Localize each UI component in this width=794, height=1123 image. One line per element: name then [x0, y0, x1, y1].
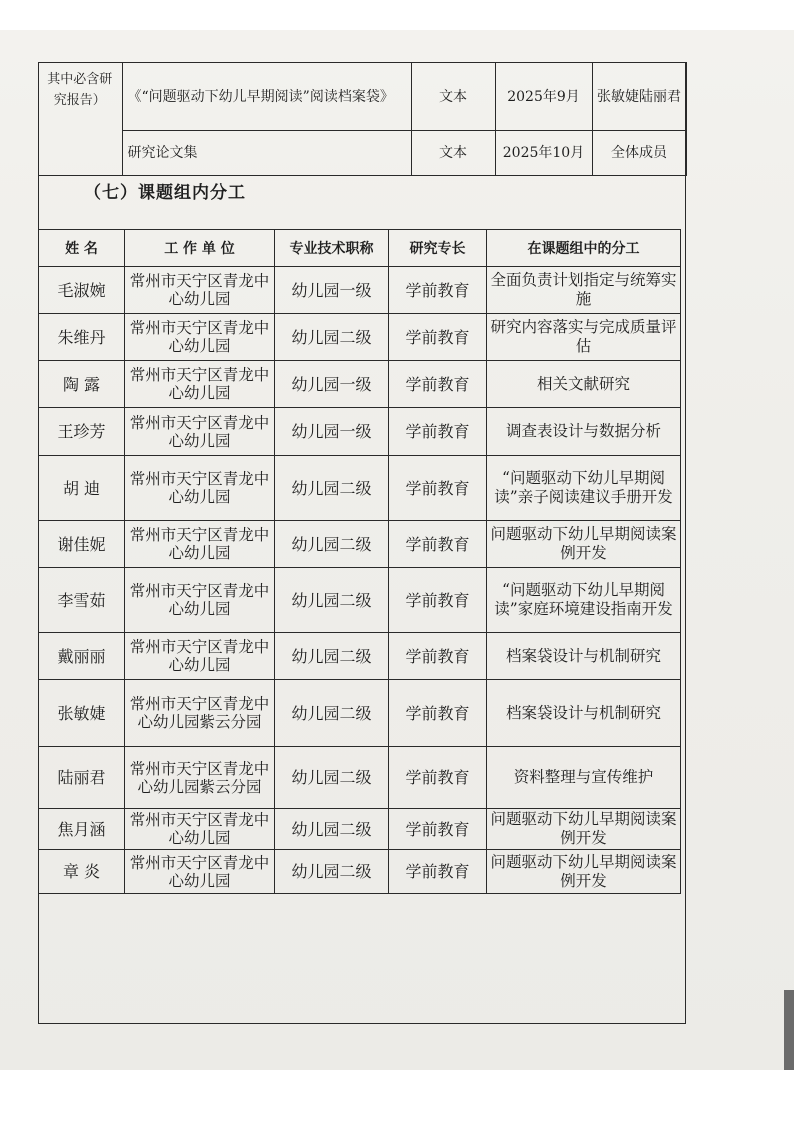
member-specialty: 学前教育: [389, 680, 487, 747]
member-specialty: 学前教育: [389, 267, 487, 314]
member-row: [39, 747, 681, 809]
member-duty: 研究内容落实与完成质量评估: [487, 314, 681, 361]
member-row: [39, 361, 681, 408]
member-row: [39, 521, 681, 568]
member-row: [39, 850, 681, 894]
member-row: [39, 456, 681, 521]
member-name: 毛淑婉: [39, 267, 125, 314]
member-name: 李雪茹: [39, 568, 125, 633]
member-duty: 档案袋设计与机制研究: [487, 633, 681, 680]
member-unit: 常州市天宁区青龙中心幼儿园: [125, 850, 275, 894]
member-unit: 常州市天宁区青龙中心幼儿园: [125, 314, 275, 361]
member-specialty: 学前教育: [389, 408, 487, 456]
outcome-row: [38, 63, 686, 131]
member-row: [39, 314, 681, 361]
outcome-date: 2025年9月: [495, 63, 592, 131]
member-title: 幼儿园二级: [275, 680, 389, 747]
member-title: 幼儿园二级: [275, 456, 389, 521]
member-specialty: 学前教育: [389, 850, 487, 894]
member-specialty: 学前教育: [389, 456, 487, 521]
member-unit: 常州市天宁区青龙中心幼儿园: [125, 568, 275, 633]
member-row: [39, 680, 681, 747]
outcome-date: 2025年10月: [495, 131, 592, 176]
member-unit: 常州市天宁区青龙中心幼儿园: [125, 361, 275, 408]
member-specialty: 学前教育: [389, 314, 487, 361]
header-unit: 工 作 单 位: [125, 230, 275, 267]
member-duty: 问题驱动下幼儿早期阅读案例开发: [487, 809, 681, 850]
outcome-type: 文本: [411, 131, 495, 176]
header-title: 专业技术职称: [275, 230, 389, 267]
member-unit: 常州市天宁区青龙中心幼儿园紫云分园: [125, 680, 275, 747]
member-name: 朱维丹: [39, 314, 125, 361]
photo-edge-shadow: [784, 990, 794, 1070]
member-duty: 相关文献研究: [487, 361, 681, 408]
member-row: [39, 809, 681, 850]
outcome-row: [38, 131, 686, 176]
member-name: 陶 露: [39, 361, 125, 408]
member-title: 幼儿园二级: [275, 809, 389, 850]
member-title: 幼儿园二级: [275, 850, 389, 894]
members-header-row: [39, 230, 681, 267]
member-unit: 常州市天宁区青龙中心幼儿园紫云分园: [125, 747, 275, 809]
member-name: 章 炎: [39, 850, 125, 894]
member-row: [39, 568, 681, 633]
member-row: [39, 408, 681, 456]
member-title: 幼儿园二级: [275, 521, 389, 568]
member-specialty: 学前教育: [389, 809, 487, 850]
member-name: 谢佳妮: [39, 521, 125, 568]
member-unit: 常州市天宁区青龙中心幼儿园: [125, 633, 275, 680]
photo-background-top: [0, 0, 794, 30]
member-specialty: 学前教育: [389, 747, 487, 809]
member-title: 幼儿园二级: [275, 314, 389, 361]
member-unit: 常州市天宁区青龙中心幼儿园: [125, 521, 275, 568]
member-specialty: 学前教育: [389, 633, 487, 680]
member-duty: “问题驱动下幼儿早期阅读”家庭环境建设指南开发: [487, 568, 681, 633]
outcomes-table: [38, 62, 687, 176]
member-name: 王珍芳: [39, 408, 125, 456]
member-specialty: 学前教育: [389, 568, 487, 633]
member-title: 幼儿园二级: [275, 747, 389, 809]
member-title: 幼儿园一级: [275, 267, 389, 314]
photo-background-bottom: [0, 1070, 794, 1123]
member-specialty: 学前教育: [389, 361, 487, 408]
member-title: 幼儿园一级: [275, 361, 389, 408]
member-duty: 档案袋设计与机制研究: [487, 680, 681, 747]
member-row: [39, 267, 681, 314]
member-specialty: 学前教育: [389, 521, 487, 568]
member-name: 张敏婕: [39, 680, 125, 747]
outcome-owner: 全体成员: [592, 131, 686, 176]
section-heading: （七）课题组内分工: [84, 183, 246, 203]
outcome-type: 文本: [411, 63, 495, 131]
member-duty: 资料整理与宣传维护: [487, 747, 681, 809]
member-name: 焦月涵: [39, 809, 125, 850]
member-name: 胡 迪: [39, 456, 125, 521]
member-row: [39, 633, 681, 680]
header-duty: 在课题组中的分工: [487, 230, 681, 267]
outcome-title: 研究论文集: [122, 131, 411, 176]
header-name: 姓 名: [39, 230, 125, 267]
header-specialty: 研究专长: [389, 230, 487, 267]
member-unit: 常州市天宁区青龙中心幼儿园: [125, 267, 275, 314]
member-title: 幼儿园二级: [275, 633, 389, 680]
member-unit: 常州市天宁区青龙中心幼儿园: [125, 456, 275, 521]
member-unit: 常州市天宁区青龙中心幼儿园: [125, 408, 275, 456]
member-name: 戴丽丽: [39, 633, 125, 680]
member-duty: 全面负责计划指定与统筹实施: [487, 267, 681, 314]
outcome-title: 《“问题驱动下幼儿早期阅读”阅读档案袋》: [122, 63, 411, 131]
member-duty: 调查表设计与数据分析: [487, 408, 681, 456]
member-duty: “问题驱动下幼儿早期阅读”亲子阅读建议手册开发: [487, 456, 681, 521]
member-name: 陆丽君: [39, 747, 125, 809]
outcome-owner: 张敏婕陆丽君: [592, 63, 686, 131]
member-title: 幼儿园二级: [275, 568, 389, 633]
member-duty: 问题驱动下幼儿早期阅读案例开发: [487, 850, 681, 894]
member-duty: 问题驱动下幼儿早期阅读案例开发: [487, 521, 681, 568]
members-table: [38, 229, 681, 894]
outcome-category: 其中必含研究报告）: [38, 63, 122, 176]
member-title: 幼儿园一级: [275, 408, 389, 456]
member-unit: 常州市天宁区青龙中心幼儿园: [125, 809, 275, 850]
